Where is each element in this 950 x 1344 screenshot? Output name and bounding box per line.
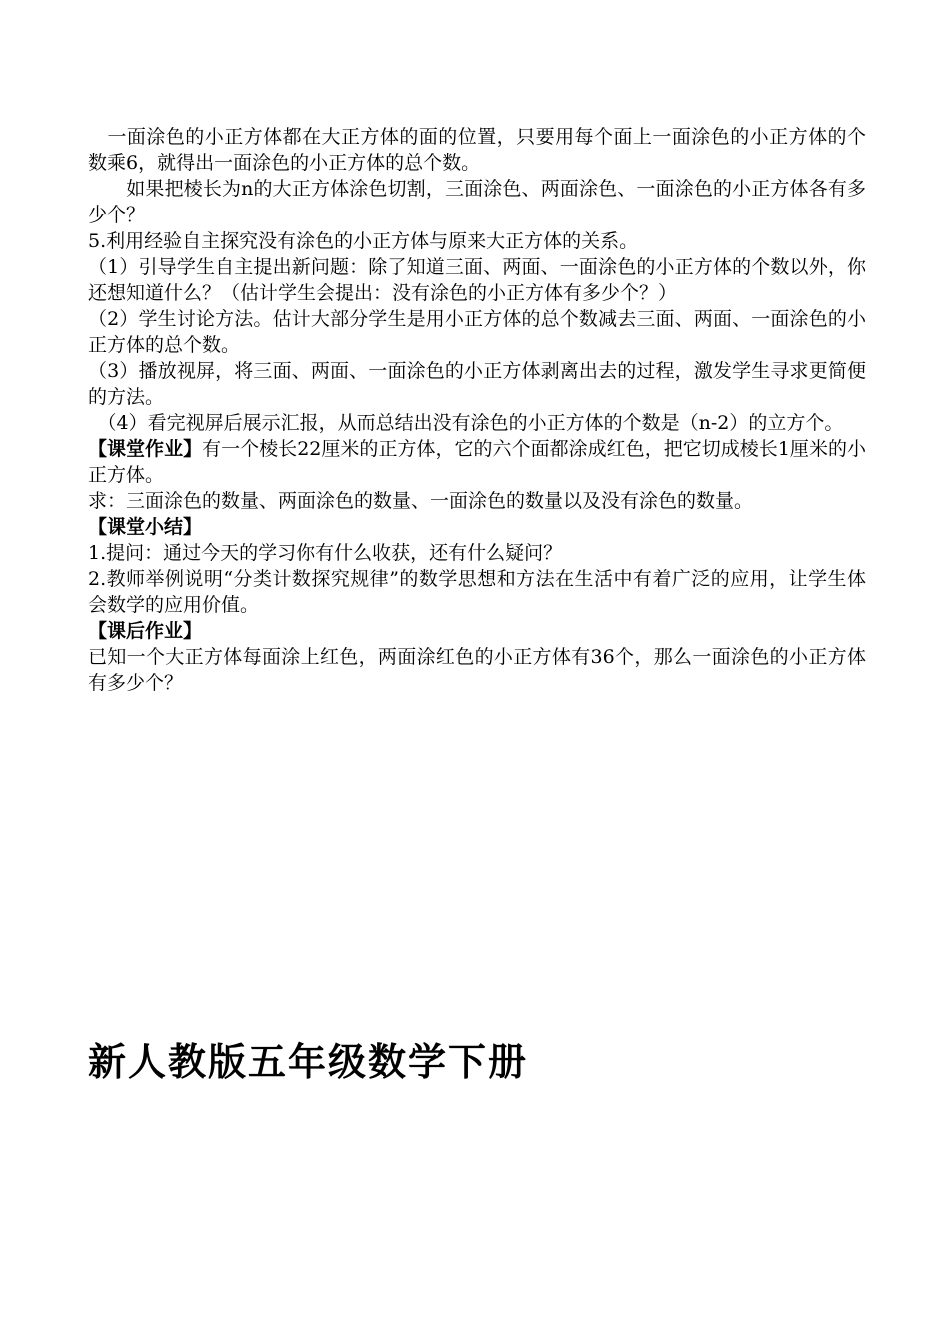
paragraph-step-5-2: （2）学生讨论方法。估计大部分学生是用小正方体的总个数减去三面、两面、一面涂色的小正方体的总个数。 bbox=[88, 308, 866, 356]
classwork-question: 求：三面涂色的数量、两面涂色的数量、一面涂色的数量以及没有涂色的数量。 bbox=[88, 490, 754, 512]
summary-item-2: 2.教师举例说明“分类计数探究规律”的数学思想和方法在生活中有着广泛的应用，让学生体会数学的应用价值。 bbox=[88, 568, 866, 616]
paragraph-step-5-3: （3）播放视屏，将三面、两面、一面涂色的小正方体剥离出去的过程，激发学生寻求更简便的方法。 bbox=[88, 360, 866, 408]
paragraph-step-5-4: （4）看完视屏后展示汇报，从而总结出没有涂色的小正方体的个数是（n-2）的立方个。 bbox=[88, 412, 844, 434]
paragraph-step-5: 5.利用经验自主探究没有涂色的小正方体与原来大正方体的关系。 bbox=[88, 230, 639, 252]
classwork-heading: 【课堂作业】 bbox=[88, 438, 203, 460]
paragraph-edge-n-question: 如果把棱长为n的大正方体涂色切割，三面涂色、两面涂色、一面涂色的小正方体各有多少个？ bbox=[88, 178, 866, 226]
classwork-text: 有一个棱长22厘米的正方体，它的六个面都涂成红色，把它切成棱长1厘米的小正方体。 bbox=[88, 438, 866, 486]
homework-text: 已知一个大正方体每面涂上红色，两面涂红色的小正方体有36个，那么一面涂色的小正方体有多少个？ bbox=[88, 646, 866, 694]
paragraph-step-5-1: （1）引导学生自主提出新问题：除了知道三面、两面、一面涂色的小正方体的个数以外，你还想知道什么？（估计学生会提出：没有涂色的小正方体有多少个？） bbox=[88, 256, 866, 304]
footer-title: 新人教版五年级数学下册 bbox=[88, 1039, 529, 1084]
document-body bbox=[88, 124, 866, 696]
summary-heading: 【课堂小结】 bbox=[88, 516, 203, 538]
homework-heading: 【课后作业】 bbox=[88, 620, 203, 642]
classwork-paragraph bbox=[88, 436, 866, 488]
paragraph-one-face-painted: 一面涂色的小正方体都在大正方体的面的位置，只要用每个面上一面涂色的小正方体的个数乘6，就得出一面涂色的小正方体的总个数。 bbox=[88, 126, 866, 174]
summary-item-1: 1.提问：通过今天的学习你有什么收获，还有什么疑问？ bbox=[88, 542, 563, 564]
